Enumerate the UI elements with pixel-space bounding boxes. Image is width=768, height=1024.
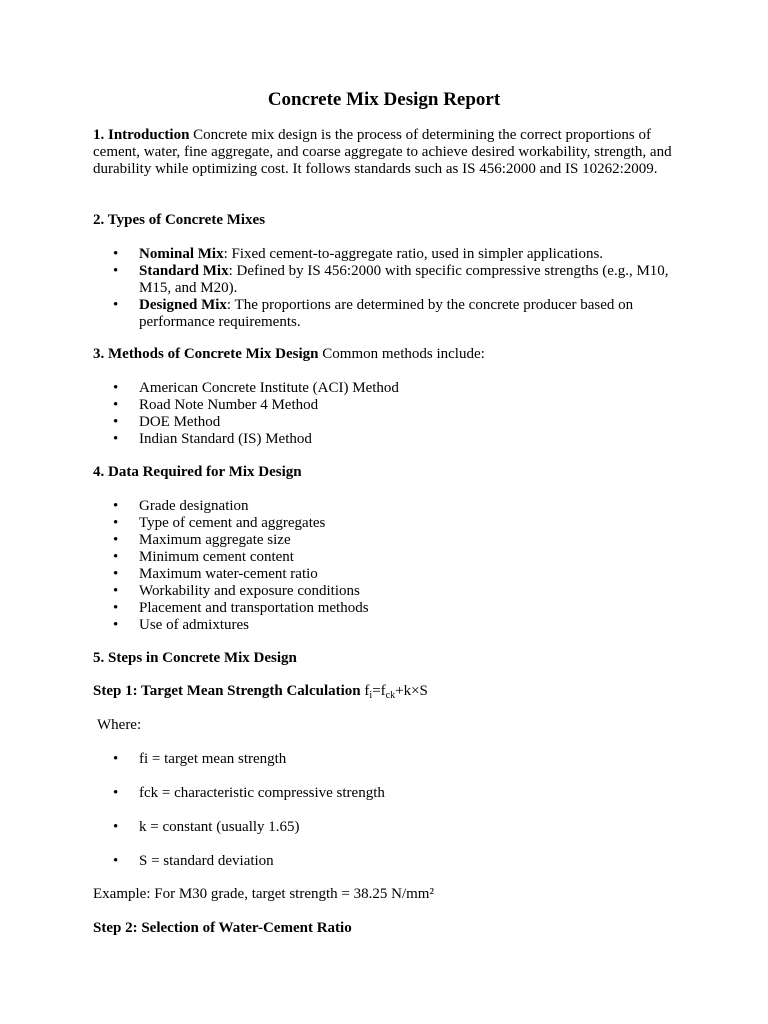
steps-heading: 5. Steps in Concrete Mix Design <box>93 650 297 666</box>
methods-heading: 3. Methods of Concrete Mix Design <box>93 346 319 362</box>
bullet-icon: • <box>113 380 119 396</box>
type-term: Standard Mix <box>139 263 229 279</box>
bullet-icon: • <box>113 246 119 262</box>
bullet-icon: • <box>113 785 119 801</box>
list-item <box>93 414 683 431</box>
type-desc: : Fixed cement-to-aggregate ratio, used in simpler applications. <box>223 246 604 262</box>
formula-part: +k×S <box>395 683 428 699</box>
bullet-icon: • <box>113 498 119 514</box>
list-item <box>93 617 683 634</box>
method-text: American Concrete Institute (ACI) Method <box>139 380 399 396</box>
data-item-text: Grade designation <box>139 498 249 514</box>
formula-part: =f <box>372 683 386 699</box>
step1-var-4 <box>93 853 683 870</box>
methods-list <box>93 380 683 448</box>
section-steps-heading <box>93 650 683 667</box>
bullet-icon: • <box>113 397 119 413</box>
method-text: Indian Standard (IS) Method <box>139 431 312 447</box>
list-item <box>93 600 683 617</box>
data-required-list <box>93 498 683 634</box>
bullet-icon: • <box>113 566 119 582</box>
bullet-icon: • <box>113 515 119 531</box>
step1-var-1 <box>93 751 683 768</box>
data-list-block <box>93 498 683 634</box>
section-types-heading <box>93 212 683 229</box>
list-item <box>93 297 683 331</box>
section-methods-heading <box>93 346 683 363</box>
methods-lead: Common methods include: <box>322 346 485 362</box>
document-title: Concrete Mix Design Report <box>267 89 501 110</box>
variable-text: fi = target mean strength <box>139 751 287 767</box>
variable-text: S = standard deviation <box>139 853 274 869</box>
intro-heading: 1. Introduction <box>93 127 190 143</box>
bullet-icon: • <box>113 853 119 869</box>
bullet-icon: • <box>113 414 119 430</box>
type-desc: : The proportions are determined by the concrete producer based on performance requirements. <box>139 297 634 330</box>
type-desc: : Defined by IS 456:2000 with specific compressive strengths (e.g., M10, M15, and M20). <box>139 263 669 296</box>
types-list-block <box>93 246 683 331</box>
list-item <box>93 532 683 549</box>
formula-subscript: i <box>369 690 373 701</box>
bullet-icon: • <box>113 617 119 633</box>
intro-paragraph <box>93 127 683 178</box>
step2-heading-line <box>93 920 683 937</box>
list-item <box>93 431 683 448</box>
list-item <box>93 819 683 836</box>
list-item <box>93 853 683 870</box>
method-text: Road Note Number 4 Method <box>139 397 319 413</box>
list-item <box>93 566 683 583</box>
data-required-heading: 4. Data Required for Mix Design <box>93 464 302 480</box>
list-item <box>93 498 683 515</box>
bullet-icon: • <box>113 600 119 616</box>
bullet-icon: • <box>113 297 119 313</box>
types-heading: 2. Types of Concrete Mixes <box>93 212 266 228</box>
list-item <box>93 583 683 600</box>
bullet-icon: • <box>113 819 119 835</box>
data-item-text: Use of admixtures <box>139 617 249 633</box>
bullet-icon: • <box>113 583 119 599</box>
list-item <box>93 751 683 768</box>
formula-part: f <box>364 683 370 699</box>
step1-where: Where: <box>97 717 142 733</box>
method-text: DOE Method <box>139 414 221 430</box>
intro-text: Concrete mix design is the process of determining the correct proportions of cement, water, fine aggregate, and coarse aggregate to achieve desired workability, strength, and durability while optimizing cost. It follows standards such as IS 456:2000 and IS 10262:2009. <box>93 127 672 177</box>
data-item-text: Minimum cement content <box>139 549 294 565</box>
bullet-icon: • <box>113 263 119 279</box>
list-item <box>93 785 683 802</box>
step1-formula <box>364 683 427 699</box>
bullet-icon: • <box>113 532 119 548</box>
bullet-icon: • <box>113 751 119 767</box>
methods-list-block <box>93 380 683 448</box>
section-introduction <box>93 127 683 178</box>
step1-heading-line <box>93 683 683 700</box>
list-item <box>93 380 683 397</box>
bullet-icon: • <box>113 431 119 447</box>
list-item <box>93 263 683 297</box>
type-term: Designed Mix <box>139 297 227 313</box>
step1-var-3 <box>93 819 683 836</box>
formula-subscript: ck <box>385 690 396 701</box>
list-item <box>93 515 683 532</box>
variable-text: fck = characteristic compressive strength <box>139 785 385 801</box>
bullet-icon: • <box>113 549 119 565</box>
step2-heading: Step 2: Selection of Water-Cement Ratio <box>93 920 352 936</box>
data-item-text: Maximum aggregate size <box>139 532 291 548</box>
list-item <box>93 397 683 414</box>
step1-heading: Step 1: Target Mean Strength Calculation <box>93 683 361 699</box>
data-item-text: Workability and exposure conditions <box>139 583 360 599</box>
type-term: Nominal Mix <box>139 246 224 262</box>
step1-var-2 <box>93 785 683 802</box>
list-item <box>93 246 683 263</box>
step1-example: Example: For M30 grade, target strength = 38.25 N/mm² <box>93 886 434 902</box>
data-item-text: Maximum water-cement ratio <box>139 566 318 582</box>
types-list <box>93 246 683 331</box>
data-item-text: Placement and transportation methods <box>139 600 369 616</box>
section-data-heading <box>93 464 683 481</box>
list-item <box>93 549 683 566</box>
variable-text: k = constant (usually 1.65) <box>139 819 300 835</box>
data-item-text: Type of cement and aggregates <box>139 515 326 531</box>
